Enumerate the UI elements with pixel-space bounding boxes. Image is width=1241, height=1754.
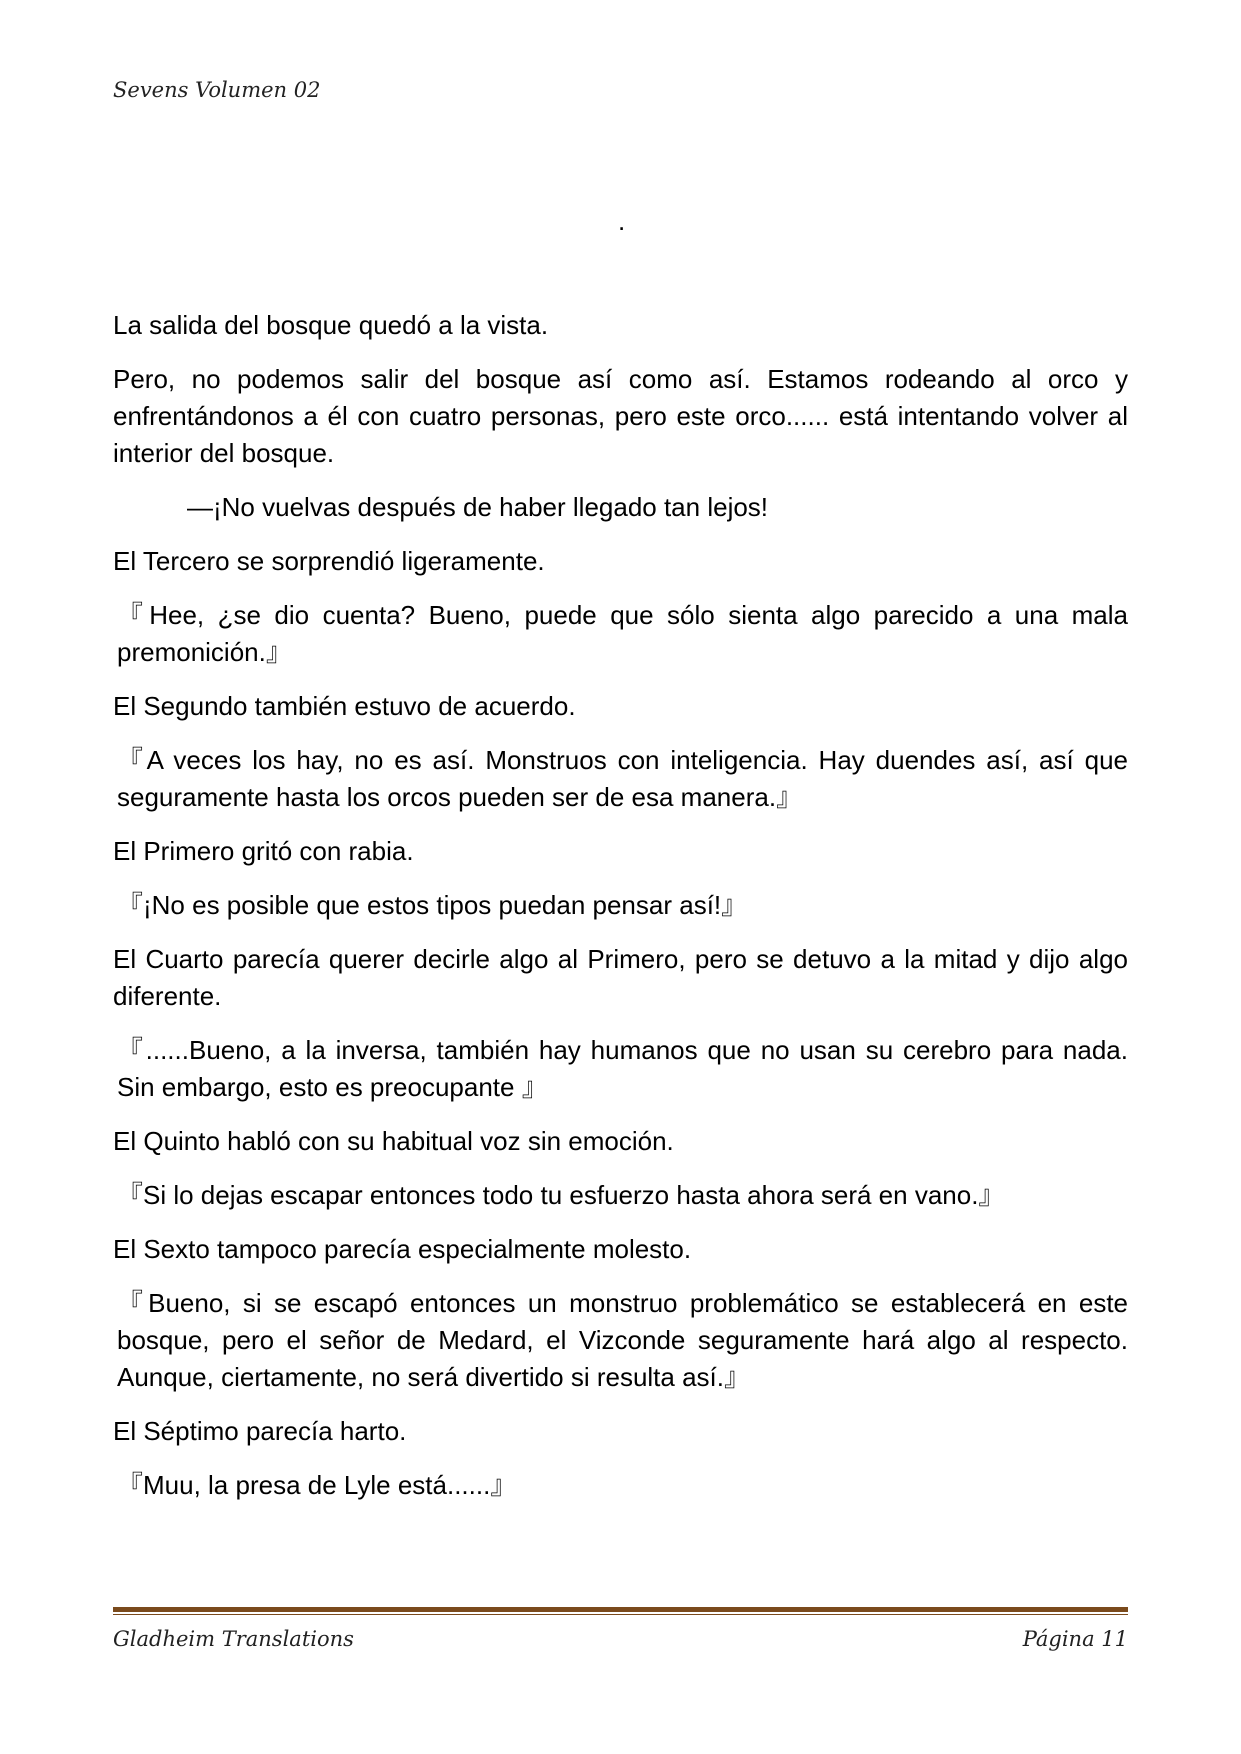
section-separator: . <box>618 206 626 236</box>
paragraph: La salida del bosque quedó a la vista. <box>113 310 549 340</box>
inner-monologue: —¡No vuelvas después de haber llegado tan lejos! <box>187 492 769 522</box>
footer-rule-thin <box>113 1614 1128 1615</box>
paragraph: El Quinto habló con su habitual voz sin emoción. <box>113 1126 674 1156</box>
paragraph: El Sexto tampoco parecía especialmente molesto. <box>113 1234 692 1264</box>
body-text <box>113 307 1128 1521</box>
paragraph: El Cuarto parecía querer decirle algo al Primero, pero se detuvo a la mitad y dijo algo diferente. <box>113 944 1128 1011</box>
dialogue: 『A veces los hay, no es así. Monstruos con inteligencia. Hay duendes así, así que seguramente hasta los orcos pueden ser de esa manera.』 <box>117 745 1128 812</box>
footer-credit: Gladheim Translations <box>113 1627 354 1651</box>
page-number: Página 11 <box>1022 1627 1128 1651</box>
paragraph: Pero, no podemos salir del bosque así como así. Estamos rodeando al orco y enfrentándonos a él con cuatro personas, pero este orco...... está intentando volver al interior del bosque. <box>113 364 1128 468</box>
running-header: Sevens Volumen 02 <box>113 78 321 102</box>
dialogue: 『¡No es posible que estos tipos puedan pensar así!』 <box>117 890 748 920</box>
dialogue: 『Hee, ¿se dio cuenta? Bueno, puede que sólo sienta algo parecido a una mala premonición.』 <box>117 600 1128 667</box>
paragraph: El Segundo también estuvo de acuerdo. <box>113 691 576 721</box>
dialogue: 『Si lo dejas escapar entonces todo tu esfuerzo hasta ahora será en vano.』 <box>117 1180 1005 1210</box>
paragraph: El Primero gritó con rabia. <box>113 836 414 866</box>
footer-rule <box>113 1607 1128 1617</box>
paragraph: El Tercero se sorprendió ligeramente. <box>113 546 545 576</box>
paragraph: El Séptimo parecía harto. <box>113 1416 407 1446</box>
dialogue: 『Bueno, si se escapó entonces un monstruo problemático se establecerá en este bosque, pero el señor de Medard, el Vizconde seguramente hará algo al respecto. Aunque, ciertamente, no será divertido si resulta así.』 <box>117 1288 1128 1392</box>
dialogue: 『......Bueno, a la inversa, también hay humanos que no usan su cerebro para nada. Sin embargo, esto es preocupante 』 <box>117 1035 1128 1102</box>
footer-rule-thick <box>113 1607 1128 1612</box>
dialogue: 『Muu, la presa de Lyle está......』 <box>117 1470 517 1500</box>
